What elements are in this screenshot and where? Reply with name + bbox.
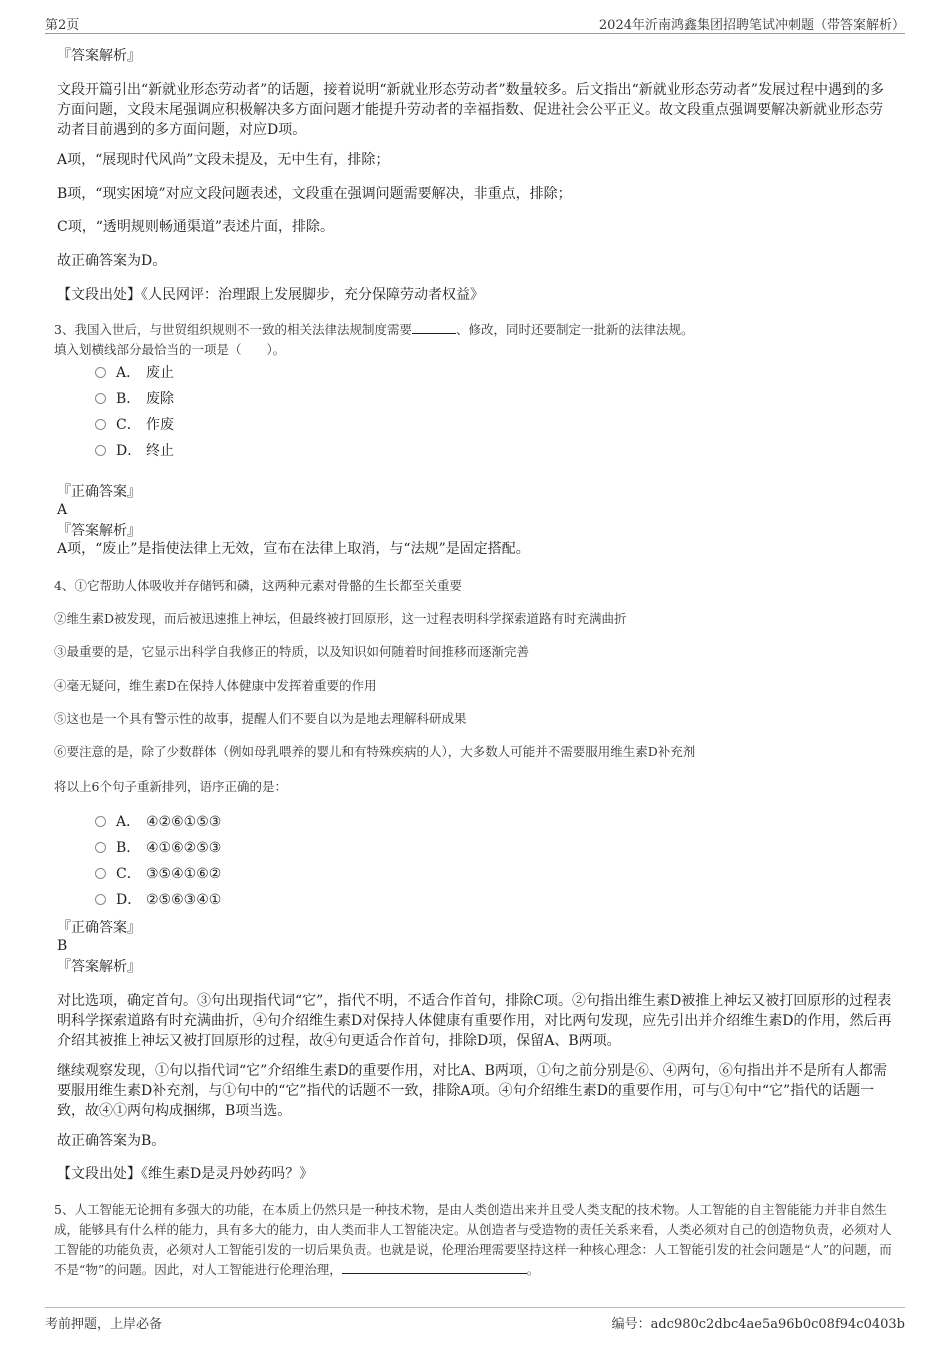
q3-stem-line2: 填入划横线部分最恰当的一项是（ ）。 xyxy=(54,342,286,357)
q4-sentence-6: ⑥要注意的是，除了少数群体（例如母乳喂养的婴儿和有特殊疾病的人），大多数人可能并不需要服用维生素D补充剂 xyxy=(54,744,696,759)
q4-prompt: 将以上6个句子重新排列，语序正确的是： xyxy=(54,779,287,794)
q4-sentence-1: 4、①它帮助人体吸收并存储钙和磷，这两种元素对骨骼的生长都至关重要 xyxy=(54,578,462,593)
page-number: 第2页 xyxy=(45,18,80,33)
footer-divider xyxy=(45,1307,905,1308)
q3-stem xyxy=(54,320,889,340)
q4-correct-label: 『正确答案』 xyxy=(57,920,141,936)
q3-analysis-label: 『答案解析』 xyxy=(57,523,141,539)
q4-sentence-2: ②维生素D被发现，而后被迅速推上神坛，但最终被打回原形，这一过程表明科学探索道路有时充满曲折 xyxy=(54,611,627,626)
radio-icon[interactable] xyxy=(95,393,106,404)
q5-text: 5、人工智能无论拥有多强大的功能，在本质上仍然只是一种技术物，是由人类创造出来并且受人类支配的技术物。人工智能的自主智能能力并非自然生成，能够具有什么样的能力，具有多大的能力，由人类而非人工智能决定。从创造者与受造物的责任关系来看，人类必须对自己的创造物负责，必须对人工智能的功能负责，必须对人工智能引发的一切后果负责。也就是说，伦理治理需要坚持这样一种核心理念：人工智能引发的社会问题是“人”的问题，而不是“物”的问题。因此，对人工智能进行伦理治理， xyxy=(54,1202,892,1277)
q4-correct-answer: B xyxy=(57,938,68,954)
page-header xyxy=(45,14,905,34)
q4-source: 【文段出处】《维生素D是灵丹妙药吗？》 xyxy=(57,1166,314,1182)
q3-option-b[interactable]: B． 废除 xyxy=(95,389,174,409)
q2-conclusion: 故正确答案为D。 xyxy=(57,253,167,269)
q3-option-d[interactable]: D． 终止 xyxy=(95,441,174,461)
q2-source: 【文段出处】《人民网评：治理跟上发展脚步，充分保障劳动者权益》 xyxy=(57,287,484,303)
q4-analysis-paragraph-1: 对比选项，确定首句。③句出现指代词“它”，指代不明，不适合作首句，排除C项。②句指出维生素D被推上神坛又被打回原形的过程表明科学探索道路有时充满曲折，④句介绍维生素D对保持人体健康有重要作用，对比两句发现，应先引出并介绍维生素D的作用，然后再介绍其被推上神坛又被打回原形的过程，故④句更适合作首句，排除D项，保留A、B两项。 xyxy=(57,993,892,1049)
q4-conclusion: 故正确答案为B。 xyxy=(57,1133,166,1149)
q3-correct-label: 『正确答案』 xyxy=(57,484,141,500)
radio-icon[interactable] xyxy=(95,445,106,456)
q4-sentence-3: ③最重要的是，它显示出科学自我修正的特质，以及知识如何随着时间推移而逐渐完善 xyxy=(54,644,530,659)
q4-sentence-4: ④毫无疑问，维生素D在保持人体健康中发挥着重要的作用 xyxy=(54,678,377,693)
q3-correct-answer: A xyxy=(57,502,68,518)
q4-option-a[interactable]: A． ④②⑥①⑤③ xyxy=(95,812,221,832)
q2-option-c-note: C项，“透明规则畅通渠道”表述片面，排除。 xyxy=(57,219,335,235)
q4-analysis-label: 『答案解析』 xyxy=(57,959,141,975)
q2-analysis-label: 『答案解析』 xyxy=(57,48,141,64)
header-divider xyxy=(45,33,905,34)
document-title: 2024年沂南鸿鑫集团招聘笔试冲刺题（带答案解析） xyxy=(598,18,905,33)
q4-option-b[interactable]: B． ④①⑥②⑤③ xyxy=(95,838,221,858)
q3-stem-part2: 、修改，同时还要制定一批新的法律法规。 xyxy=(455,322,694,337)
radio-icon[interactable] xyxy=(95,419,106,430)
q2-analysis-paragraph: 文段开篇引出“新就业形态劳动者”的话题，接着说明“新就业形态劳动者”数量较多。后文指出“新就业形态劳动者”发展过程中遇到的多方面问题，文段末尾强调应积极解决多方面问题才能提升劳动者的幸福指数、促进社会公平正义。故文段重点强调要解决新就业形态劳动者目前遇到的多方面问题，对应D项。 xyxy=(57,82,884,138)
q3-stem-part1: 3、我国入世后，与世贸组织规则不一致的相关法律法规制度需要 xyxy=(54,322,412,337)
q4-sentence-5: ⑤这也是一个具有警示性的故事，提醒人们不要自以为是地去理解科研成果 xyxy=(54,711,467,726)
q4-analysis-paragraph-2: 继续观察发现，①句以指代词“它”介绍维生素D的重要作用，对比A、B两项，①句之前分别是⑥、④两句，⑥句指出并不是所有人都需要服用维生素D补充剂，与①句中的“它”指代的话题不一致，排除A项。④句介绍维生素D的重要作用，可与①句中“它”指代的话题一致，故④①两句构成捆绑，B项当选。 xyxy=(57,1063,887,1119)
radio-icon[interactable] xyxy=(95,816,106,827)
footer-slogan: 考前押题，上岸必备 xyxy=(45,1317,163,1332)
radio-icon[interactable] xyxy=(95,367,106,378)
radio-icon[interactable] xyxy=(95,868,106,879)
q2-option-b-note: B项，“现实困境”对应文段问题表述，文段重在强调问题需要解决，非重点，排除； xyxy=(57,186,572,202)
radio-icon[interactable] xyxy=(95,894,106,905)
q3-analysis: A项，“废止”是指使法律上无效，宣布在法律上取消，与“法规”是固定搭配。 xyxy=(57,541,530,557)
document-id: 编号：adc980c2dbc4ae5a96b0c08f94c0403b xyxy=(611,1317,905,1332)
fill-blank xyxy=(412,320,456,334)
q4-option-c[interactable]: C． ③⑤④①⑥② xyxy=(95,864,221,884)
q3-option-a[interactable]: A． 废止 xyxy=(95,363,174,383)
fill-blank xyxy=(342,1260,527,1274)
radio-icon[interactable] xyxy=(95,842,106,853)
q2-option-a-note: A项，“展现时代风尚”文段未提及，无中生有，排除； xyxy=(57,152,390,168)
q5-stem xyxy=(54,1200,894,1280)
q5-end: 。 xyxy=(526,1262,540,1277)
q3-option-c[interactable]: C． 作废 xyxy=(95,415,174,435)
q4-option-d[interactable]: D． ②⑤⑥③④① xyxy=(95,890,221,910)
